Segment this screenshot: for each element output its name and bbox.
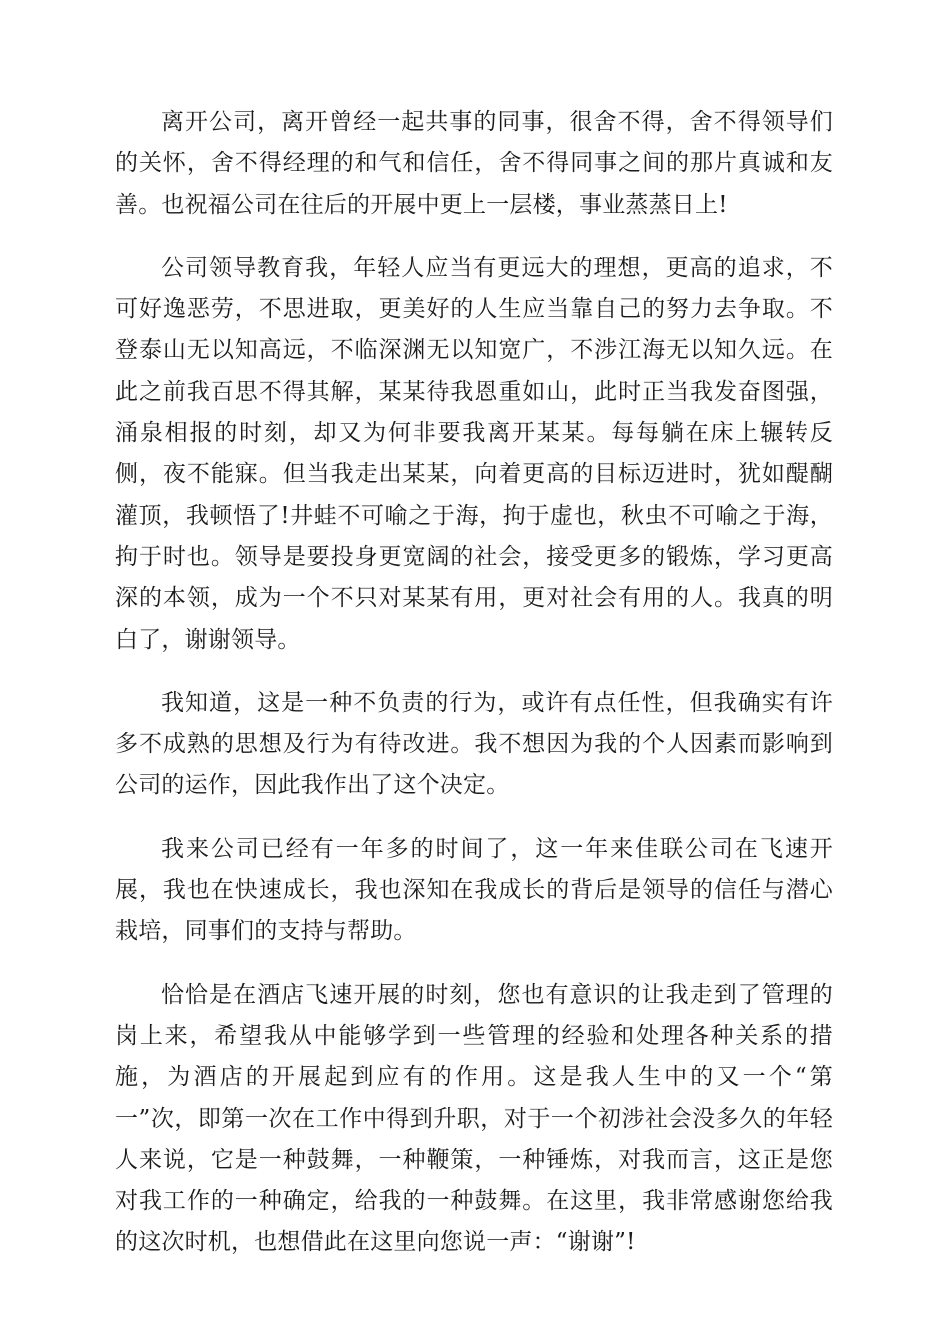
paragraph-1: 离开公司，离开曾经一起共事的同事，很舍不得，舍不得领导们的关怀，舍不得经理的和气和信任，舍不得同事之间的那片真诚和友善。也祝福公司在往后的开展中更上一层楼，事业蒸蒸日上!	[115, 109, 833, 218]
document-page	[115, 102, 833, 1286]
paragraph-3: 我知道，这是一种不负责的行为，或许有点任性，但我确实有许多不成熟的思想及行为有待改进。我不想因为我的个人因素而影响到公司的运作，因此我作出了这个决定。	[115, 689, 833, 799]
paragraph-2: 公司领导教育我，年轻人应当有更远大的理想，更高的追求，不可好逸恶劳，不思进取，更美好的人生应当靠自己的努力去争取。不登泰山无以知高远，不临深渊无以知宽广，不涉江海无以知久远。在此之前我百思不得其解，某某待我恩重如山，此时正当我发奋图强，涌泉相报的时刻，却又为何非要我离开某某。每每躺在床上辗转反侧，夜不能寐。但当我走出某某，向着更高的目标迈进时，犹如醍醐灌顶，我顿悟了!井蛙不可喻之于海，拘于虚也，秋虫不可喻之于海，拘于时也。领导是要投身更宽阔的社会，接受更多的锻炼，学习更高深的本领，成为一个不只对某某有用，更对社会有用的人。我真的明白了，谢谢领导。	[115, 254, 833, 653]
paragraph-4: 我来公司已经有一年多的时间了，这一年来佳联公司在飞速开展，我也在快速成长，我也深知在我成长的背后是领导的信任与潜心栽培，同事们的支持与帮助。	[115, 835, 833, 945]
paragraph-5: 恰恰是在酒店飞速开展的时刻，您也有意识的让我走到了管理的岗上来，希望我从中能够学到一些管理的经验和处理各种关系的措施，为酒店的开展起到应有的作用。这是我人生中的又一个“第一”次，即第一次在工作中得到升职，对于一个初涉社会没多久的年轻人来说，它是一种鼓舞，一种鞭策，一种锤炼，对我而言，这正是您对我工作的一种确定，给我的一种鼓舞。在这里，我非常感谢您给我的这次时机，也想借此在这里向您说一声：“谢谢”!	[115, 981, 833, 1256]
